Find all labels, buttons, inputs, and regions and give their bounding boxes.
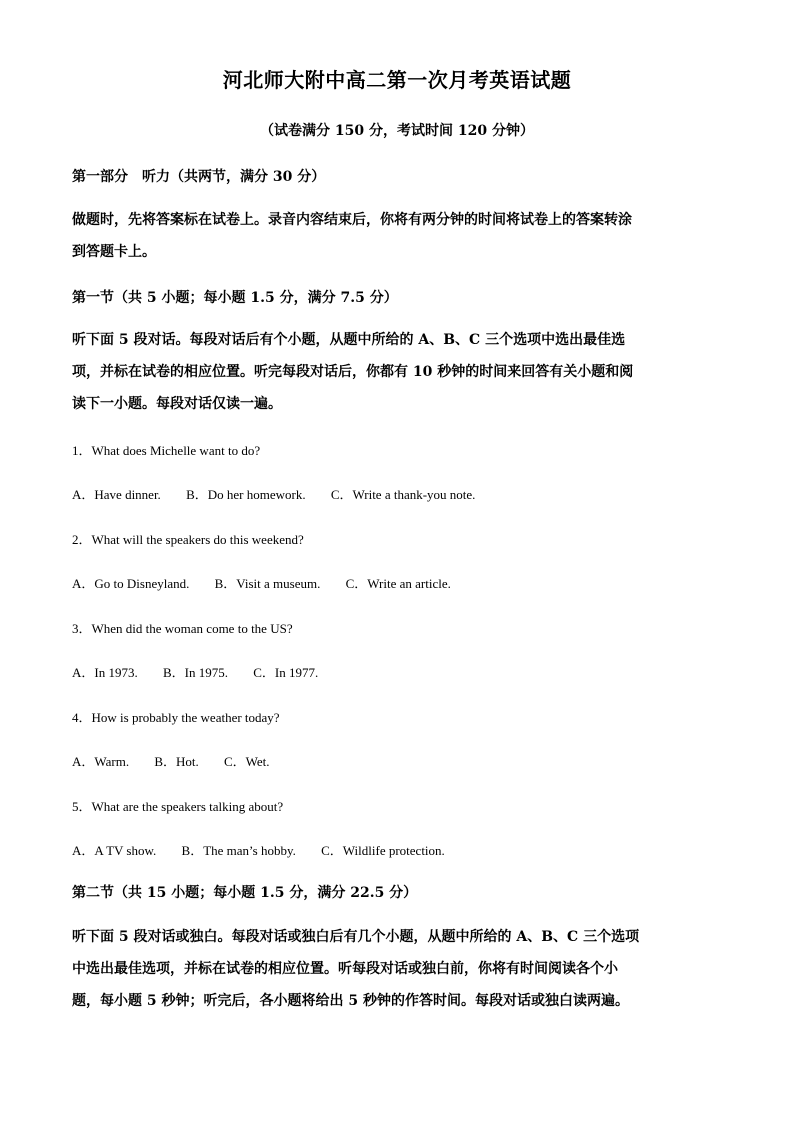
question-3-options <box>72 662 340 681</box>
section1-instructions <box>72 324 633 420</box>
part1-instructions <box>72 204 632 268</box>
option-b: B．In 1975. <box>162 665 228 680</box>
instruction-line: 读下一小题。每段对话仅读一遍。 <box>72 396 282 412</box>
section2-heading: 第二节（共 15 小题；每小题 1.5 分，满分 22.5 分） <box>72 885 418 901</box>
instruction-line: 做题时，先将答案标在试卷上。录音内容结束后，你将有两分钟的时间将试卷上的答案转涂 <box>72 212 632 228</box>
page-title: 河北师大附中高二第一次月考英语试题 <box>222 68 572 92</box>
question-4-options <box>72 751 292 770</box>
section2-instructions <box>72 921 639 1017</box>
option-a: A．A TV show. <box>72 843 157 858</box>
question-5-stem: 5．What are the speakers talking about? <box>72 799 284 814</box>
instruction-line: 听下面 5 段对话。每段对话后有个小题，从题中所给的 A、B、C 三个选项中选出最佳选 <box>72 332 626 348</box>
option-a: A．Warm. <box>72 754 130 769</box>
instruction-line: 听下面 5 段对话或独白。每段对话或独白后有几个小题，从题中所给的 A、B、C 三个选项 <box>72 929 640 945</box>
option-c: C．Wet. <box>224 754 270 769</box>
question-5-options <box>72 840 467 859</box>
question-2-stem: 2．What will the speakers do this weekend? <box>72 532 304 547</box>
instruction-line: 到答题卡上。 <box>72 244 156 260</box>
option-a: A．Have dinner. <box>72 487 161 502</box>
option-b: B．Visit a museum. <box>214 576 321 591</box>
option-c: C．Wildlife protection. <box>321 843 445 858</box>
instruction-line: 题，每小题 5 秒钟；听完后，各小题将给出 5 秒钟的作答时间。每段对话或独白读两遍。 <box>72 993 629 1009</box>
instruction-line: 项，并标在试卷的相应位置。听完每段对话后，你都有 10 秒钟的时间来回答有关小题和阅 <box>72 364 634 380</box>
instruction-line: 中选出最佳选项，并标在试卷的相应位置。听每段对话或独白前，你将有时间阅读各个小 <box>72 961 618 977</box>
question-3-stem: 3．When did the woman come to the US? <box>72 621 293 636</box>
section1-heading: 第一节（共 5 小题；每小题 1.5 分，满分 7.5 分） <box>72 290 398 306</box>
page-subtitle: （试卷满分 150 分，考试时间 120 分钟） <box>260 123 534 139</box>
option-a: A．Go to Disneyland. <box>72 576 190 591</box>
question-1-stem: 1．What does Michelle want to do? <box>72 443 261 458</box>
question-1-options <box>72 484 497 503</box>
option-c: C．Write an article. <box>345 576 451 591</box>
part1-heading: 第一部分 听力（共两节，满分 30 分） <box>72 169 326 185</box>
option-b: B．The man’s hobby. <box>181 843 296 858</box>
option-b: B．Hot. <box>154 754 199 769</box>
option-a: A．In 1973. <box>72 665 138 680</box>
question-4-stem: 4．How is probably the weather today? <box>72 710 280 725</box>
option-c: C．In 1977. <box>253 665 319 680</box>
option-b: B．Do her homework. <box>186 487 306 502</box>
question-2-options <box>72 573 473 592</box>
option-c: C．Write a thank-you note. <box>330 487 476 502</box>
